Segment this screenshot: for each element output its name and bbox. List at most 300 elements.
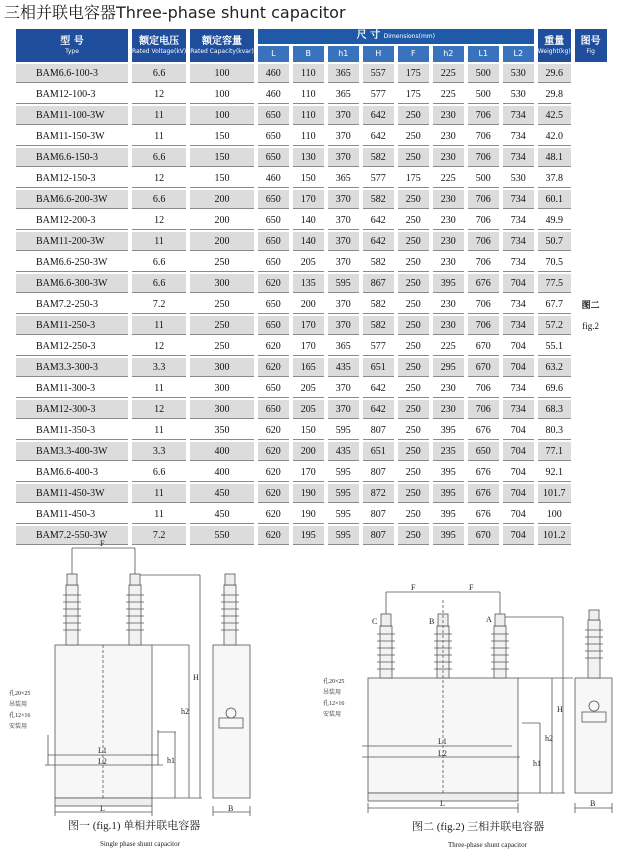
fig1-label-F: F bbox=[100, 539, 105, 548]
cell: 250 bbox=[190, 253, 254, 272]
cell: 130 bbox=[293, 148, 324, 167]
cell: 670 bbox=[468, 526, 499, 545]
cell: 6.6 bbox=[132, 463, 186, 482]
cell: 69.6 bbox=[538, 379, 571, 398]
cell: 250 bbox=[398, 358, 429, 377]
cell-type: BAM12-250-3 bbox=[16, 337, 128, 356]
cell: 3.3 bbox=[132, 442, 186, 461]
fig2-caption: 图二 (fig.2) 三相并联电容器 bbox=[412, 821, 545, 833]
table-row bbox=[16, 358, 607, 377]
cell-type: BAM11-200-3W bbox=[16, 232, 128, 251]
cell: 577 bbox=[363, 337, 394, 356]
cell: 67.7 bbox=[538, 295, 571, 314]
cell: 706 bbox=[468, 127, 499, 146]
cell: 370 bbox=[328, 253, 359, 272]
header-dim-h: H bbox=[363, 46, 394, 62]
bushing-icon bbox=[126, 574, 144, 645]
cell: 734 bbox=[503, 148, 534, 167]
cell: 395 bbox=[433, 421, 464, 440]
cell: 11 bbox=[132, 106, 186, 125]
cell: 101.7 bbox=[538, 484, 571, 503]
cell: 250 bbox=[190, 295, 254, 314]
table-row bbox=[16, 316, 607, 335]
cell: 365 bbox=[328, 85, 359, 104]
cell: 11 bbox=[132, 316, 186, 335]
fig2-label-L: L bbox=[440, 799, 445, 808]
cell: 11 bbox=[132, 127, 186, 146]
cell: 6.6 bbox=[132, 274, 186, 293]
cell: 676 bbox=[468, 463, 499, 482]
svg-text:孔12×16: 孔12×16 bbox=[9, 713, 31, 719]
table-row bbox=[16, 295, 607, 314]
cell: 11 bbox=[132, 505, 186, 524]
cell: 6.6 bbox=[132, 64, 186, 83]
cell: 190 bbox=[293, 484, 324, 503]
cell: 250 bbox=[398, 253, 429, 272]
cell: 250 bbox=[398, 295, 429, 314]
fig1-label-B: B bbox=[228, 804, 234, 813]
fig1-drawing bbox=[9, 539, 250, 848]
header-dimensions: 尺 寸 Dimensions(mm) bbox=[258, 29, 534, 44]
fig-ref-en: fig.2 bbox=[575, 316, 607, 335]
cell: 460 bbox=[258, 169, 289, 188]
cell: 642 bbox=[363, 127, 394, 146]
cell: 250 bbox=[398, 421, 429, 440]
cell: 395 bbox=[433, 274, 464, 293]
fig-cell bbox=[575, 484, 607, 503]
cell: 205 bbox=[293, 253, 324, 272]
cell: 370 bbox=[328, 232, 359, 251]
fig2-drawing bbox=[323, 583, 612, 849]
cell: 250 bbox=[398, 148, 429, 167]
cell: 807 bbox=[363, 421, 394, 440]
cell: 395 bbox=[433, 526, 464, 545]
fig1-caption: 图一 (fig.1) 单相并联电容器 bbox=[68, 820, 201, 832]
cell: 395 bbox=[433, 505, 464, 524]
fig2-label-F2: F bbox=[469, 583, 474, 592]
cell: 205 bbox=[293, 400, 324, 419]
cell: 195 bbox=[293, 526, 324, 545]
cell: 230 bbox=[433, 253, 464, 272]
table-row bbox=[16, 379, 607, 398]
cell: 650 bbox=[468, 442, 499, 461]
cell: 225 bbox=[433, 85, 464, 104]
cell: 704 bbox=[503, 484, 534, 503]
cell: 6.6 bbox=[132, 148, 186, 167]
fig-cell bbox=[575, 190, 607, 209]
cell: 300 bbox=[190, 358, 254, 377]
cell: 595 bbox=[328, 484, 359, 503]
svg-text:吊装用: 吊装用 bbox=[323, 690, 342, 696]
cell-type: BAM12-100-3 bbox=[16, 85, 128, 104]
cell: 300 bbox=[190, 274, 254, 293]
cell: 250 bbox=[398, 337, 429, 356]
cell: 706 bbox=[468, 400, 499, 419]
cell: 11 bbox=[132, 484, 186, 503]
cell: 250 bbox=[398, 274, 429, 293]
cell: 651 bbox=[363, 442, 394, 461]
cell-type: BAM11-250-3 bbox=[16, 316, 128, 335]
cell: 642 bbox=[363, 400, 394, 419]
table-row bbox=[16, 337, 607, 356]
cell: 250 bbox=[398, 316, 429, 335]
cell: 577 bbox=[363, 169, 394, 188]
cell: 500 bbox=[468, 169, 499, 188]
cell: 230 bbox=[433, 316, 464, 335]
table-row bbox=[16, 505, 607, 524]
fig-cell bbox=[575, 85, 607, 104]
cell: 620 bbox=[258, 358, 289, 377]
cell: 250 bbox=[398, 211, 429, 230]
cell: 620 bbox=[258, 505, 289, 524]
cell: 370 bbox=[328, 379, 359, 398]
cell: 110 bbox=[293, 127, 324, 146]
cell: 175 bbox=[398, 64, 429, 83]
cell: 706 bbox=[468, 190, 499, 209]
cell: 250 bbox=[398, 442, 429, 461]
cell: 650 bbox=[258, 106, 289, 125]
svg-text:孔20×25: 孔20×25 bbox=[9, 691, 31, 697]
cell-type: BAM3.3-400-3W bbox=[16, 442, 128, 461]
table-row bbox=[16, 253, 607, 272]
cell: 150 bbox=[293, 169, 324, 188]
header-dim-f: F bbox=[398, 46, 429, 62]
cell: 42.5 bbox=[538, 106, 571, 125]
svg-text:孔20×25: 孔20×25 bbox=[323, 679, 345, 685]
cell: 200 bbox=[190, 211, 254, 230]
fig-ref: 图二 bbox=[575, 295, 607, 314]
cell: 582 bbox=[363, 148, 394, 167]
cell: 650 bbox=[258, 190, 289, 209]
table-row bbox=[16, 274, 607, 293]
fig2-label-L1: L1 bbox=[438, 737, 447, 746]
cell: 200 bbox=[293, 295, 324, 314]
cell: 642 bbox=[363, 211, 394, 230]
fig2-label-h1: h1 bbox=[533, 759, 541, 768]
cell: 48.1 bbox=[538, 148, 571, 167]
header-dim-h2: h2 bbox=[433, 46, 464, 62]
cell: 29.8 bbox=[538, 85, 571, 104]
table-row bbox=[16, 85, 607, 104]
table-row bbox=[16, 148, 607, 167]
cell: 557 bbox=[363, 64, 394, 83]
cell: 650 bbox=[258, 379, 289, 398]
cell: 150 bbox=[190, 127, 254, 146]
cell: 7.2 bbox=[132, 526, 186, 545]
cell: 370 bbox=[328, 316, 359, 335]
fig-cell bbox=[575, 463, 607, 482]
cell: 29.6 bbox=[538, 64, 571, 83]
fig1-side-view bbox=[213, 645, 250, 798]
cell: 365 bbox=[328, 169, 359, 188]
cell: 350 bbox=[190, 421, 254, 440]
cell: 620 bbox=[258, 463, 289, 482]
cell: 642 bbox=[363, 232, 394, 251]
cell: 370 bbox=[328, 400, 359, 419]
cell: 205 bbox=[293, 379, 324, 398]
cell: 6.6 bbox=[132, 190, 186, 209]
cell: 100 bbox=[190, 85, 254, 104]
cell: 650 bbox=[258, 232, 289, 251]
header-dim-l1: L1 bbox=[468, 46, 499, 62]
cell: 595 bbox=[328, 274, 359, 293]
fig2-label-L2: L2 bbox=[438, 749, 447, 758]
cell: 595 bbox=[328, 463, 359, 482]
cell: 77.1 bbox=[538, 442, 571, 461]
fig1-label-h1: h1 bbox=[167, 756, 175, 765]
cell-type: BAM11-450-3 bbox=[16, 505, 128, 524]
fig-cell bbox=[575, 232, 607, 251]
cell: 250 bbox=[398, 463, 429, 482]
cell: 704 bbox=[503, 442, 534, 461]
cell: 395 bbox=[433, 484, 464, 503]
cell: 225 bbox=[433, 64, 464, 83]
header-fig: 图号 Fig bbox=[575, 29, 607, 62]
cell: 250 bbox=[398, 526, 429, 545]
cell: 230 bbox=[433, 400, 464, 419]
cell: 250 bbox=[398, 379, 429, 398]
cell-type: BAM11-100-3W bbox=[16, 106, 128, 125]
cell: 100 bbox=[538, 505, 571, 524]
table-row bbox=[16, 127, 607, 146]
cell: 250 bbox=[398, 400, 429, 419]
cell: 200 bbox=[293, 442, 324, 461]
cell: 12 bbox=[132, 85, 186, 104]
fig-cell bbox=[575, 211, 607, 230]
table-row bbox=[16, 106, 607, 125]
cell: 582 bbox=[363, 190, 394, 209]
cell: 550 bbox=[190, 526, 254, 545]
svg-text:吊装用: 吊装用 bbox=[9, 702, 28, 708]
cell: 3.3 bbox=[132, 358, 186, 377]
fig-cell bbox=[575, 421, 607, 440]
bushing-icon bbox=[491, 614, 509, 678]
cell: 200 bbox=[190, 190, 254, 209]
cell: 530 bbox=[503, 64, 534, 83]
header-dim-b: B bbox=[293, 46, 324, 62]
cell: 872 bbox=[363, 484, 394, 503]
cell-type: BAM6.6-400-3 bbox=[16, 463, 128, 482]
header-voltage: 额定电压 Rated Voltage(kV) bbox=[132, 29, 186, 62]
cell: 230 bbox=[433, 379, 464, 398]
cell: 230 bbox=[433, 232, 464, 251]
header-capacity: 额定容量 Rated Capacity(kvar) bbox=[190, 29, 254, 62]
cell: 225 bbox=[433, 337, 464, 356]
cell: 42.0 bbox=[538, 127, 571, 146]
svg-text:安装用: 安装用 bbox=[323, 712, 342, 718]
fig-cell bbox=[575, 148, 607, 167]
cell: 370 bbox=[328, 127, 359, 146]
fig1-label-L1: L1 bbox=[98, 746, 107, 755]
cell: 704 bbox=[503, 463, 534, 482]
cell: 60.1 bbox=[538, 190, 571, 209]
fig2-side-view bbox=[575, 678, 612, 793]
cell: 250 bbox=[398, 232, 429, 251]
cell: 582 bbox=[363, 253, 394, 272]
cell: 225 bbox=[433, 169, 464, 188]
cell: 704 bbox=[503, 274, 534, 293]
phase-label-b: B bbox=[429, 617, 435, 626]
cell: 230 bbox=[433, 211, 464, 230]
cell: 230 bbox=[433, 295, 464, 314]
cell: 620 bbox=[258, 337, 289, 356]
cell: 150 bbox=[190, 148, 254, 167]
fig-cell bbox=[575, 358, 607, 377]
cell: 734 bbox=[503, 316, 534, 335]
cell: 676 bbox=[468, 484, 499, 503]
table-row bbox=[16, 190, 607, 209]
cell: 70.5 bbox=[538, 253, 571, 272]
cell: 620 bbox=[258, 526, 289, 545]
cell: 807 bbox=[363, 526, 394, 545]
cell: 807 bbox=[363, 463, 394, 482]
cell: 704 bbox=[503, 358, 534, 377]
table-row bbox=[16, 442, 607, 461]
cell: 140 bbox=[293, 232, 324, 251]
cell: 734 bbox=[503, 211, 534, 230]
fig-cell bbox=[575, 379, 607, 398]
spec-table bbox=[12, 27, 611, 547]
cell: 300 bbox=[190, 400, 254, 419]
svg-text:安装用: 安装用 bbox=[9, 724, 28, 730]
cell: 12 bbox=[132, 337, 186, 356]
fig1-label-h2: h2 bbox=[181, 707, 189, 716]
cell: 642 bbox=[363, 379, 394, 398]
cell: 190 bbox=[293, 505, 324, 524]
cell: 450 bbox=[190, 505, 254, 524]
cell: 670 bbox=[468, 337, 499, 356]
cell: 704 bbox=[503, 421, 534, 440]
cell: 642 bbox=[363, 106, 394, 125]
cell: 7.2 bbox=[132, 295, 186, 314]
cell: 706 bbox=[468, 148, 499, 167]
cell: 50.7 bbox=[538, 232, 571, 251]
cell: 400 bbox=[190, 442, 254, 461]
cell: 140 bbox=[293, 211, 324, 230]
fig1-label-L2: L2 bbox=[98, 757, 107, 766]
cell: 706 bbox=[468, 316, 499, 335]
cell: 577 bbox=[363, 85, 394, 104]
cell-type: BAM6.6-250-3W bbox=[16, 253, 128, 272]
cell: 230 bbox=[433, 127, 464, 146]
cell-type: BAM12-300-3 bbox=[16, 400, 128, 419]
cell: 63.2 bbox=[538, 358, 571, 377]
cell: 734 bbox=[503, 127, 534, 146]
cell: 704 bbox=[503, 337, 534, 356]
cell: 650 bbox=[258, 211, 289, 230]
cell: 650 bbox=[258, 400, 289, 419]
fig2-label-F: F bbox=[411, 583, 416, 592]
cell-type: BAM11-150-3W bbox=[16, 127, 128, 146]
cell: 620 bbox=[258, 484, 289, 503]
cell: 135 bbox=[293, 274, 324, 293]
cell: 500 bbox=[468, 85, 499, 104]
cell-type: BAM6.6-200-3W bbox=[16, 190, 128, 209]
fig2-caption-en: Three-phase shunt capacitor bbox=[448, 841, 527, 849]
cell: 435 bbox=[328, 358, 359, 377]
cell: 370 bbox=[328, 295, 359, 314]
cell: 11 bbox=[132, 421, 186, 440]
cell: 250 bbox=[398, 127, 429, 146]
cell: 11 bbox=[132, 379, 186, 398]
cell: 704 bbox=[503, 526, 534, 545]
cell: 734 bbox=[503, 379, 534, 398]
cell: 867 bbox=[363, 274, 394, 293]
cell: 595 bbox=[328, 526, 359, 545]
cell: 676 bbox=[468, 274, 499, 293]
fig-cell bbox=[575, 337, 607, 356]
cell: 595 bbox=[328, 421, 359, 440]
cell: 230 bbox=[433, 190, 464, 209]
fig-cell bbox=[575, 400, 607, 419]
cell: 12 bbox=[132, 169, 186, 188]
fig-cell bbox=[575, 442, 607, 461]
fig-cell bbox=[575, 505, 607, 524]
cell: 170 bbox=[293, 337, 324, 356]
cell: 49.9 bbox=[538, 211, 571, 230]
cell: 175 bbox=[398, 85, 429, 104]
cell: 582 bbox=[363, 316, 394, 335]
cell: 706 bbox=[468, 379, 499, 398]
cell: 530 bbox=[503, 85, 534, 104]
cell: 500 bbox=[468, 64, 499, 83]
cell: 230 bbox=[433, 106, 464, 125]
cell: 400 bbox=[190, 463, 254, 482]
bushing-icon bbox=[377, 614, 395, 678]
table-row bbox=[16, 169, 607, 188]
cell: 250 bbox=[190, 337, 254, 356]
cell: 734 bbox=[503, 400, 534, 419]
cell: 55.1 bbox=[538, 337, 571, 356]
cell-type: BAM3.3-300-3 bbox=[16, 358, 128, 377]
cell-type: BAM6.6-150-3 bbox=[16, 148, 128, 167]
table-row bbox=[16, 64, 607, 83]
cell: 80.3 bbox=[538, 421, 571, 440]
cell: 200 bbox=[190, 232, 254, 251]
fig2-label-h2: h2 bbox=[545, 734, 553, 743]
cell: 650 bbox=[258, 127, 289, 146]
cell: 704 bbox=[503, 505, 534, 524]
cell: 734 bbox=[503, 106, 534, 125]
cell: 365 bbox=[328, 337, 359, 356]
cell-type: BAM7.2-250-3 bbox=[16, 295, 128, 314]
cell: 235 bbox=[433, 442, 464, 461]
cell-type: BAM11-450-3W bbox=[16, 484, 128, 503]
cell: 250 bbox=[190, 316, 254, 335]
cell: 110 bbox=[293, 64, 324, 83]
cell: 460 bbox=[258, 64, 289, 83]
cell: 165 bbox=[293, 358, 324, 377]
table-row bbox=[16, 484, 607, 503]
cell-type: BAM12-150-3 bbox=[16, 169, 128, 188]
cell: 77.5 bbox=[538, 274, 571, 293]
cell: 620 bbox=[258, 274, 289, 293]
cell: 706 bbox=[468, 295, 499, 314]
cell: 110 bbox=[293, 106, 324, 125]
cell: 706 bbox=[468, 106, 499, 125]
cell-type: BAM6.6-300-3W bbox=[16, 274, 128, 293]
cell: 650 bbox=[258, 295, 289, 314]
cell-type: BAM12-200-3 bbox=[16, 211, 128, 230]
cell-type: BAM6.6-100-3 bbox=[16, 64, 128, 83]
cell: 370 bbox=[328, 190, 359, 209]
cell: 101.2 bbox=[538, 526, 571, 545]
table-row bbox=[16, 232, 607, 251]
cell: 295 bbox=[433, 358, 464, 377]
cell: 12 bbox=[132, 400, 186, 419]
cell: 37.8 bbox=[538, 169, 571, 188]
svg-text:孔12×16: 孔12×16 bbox=[323, 701, 345, 707]
